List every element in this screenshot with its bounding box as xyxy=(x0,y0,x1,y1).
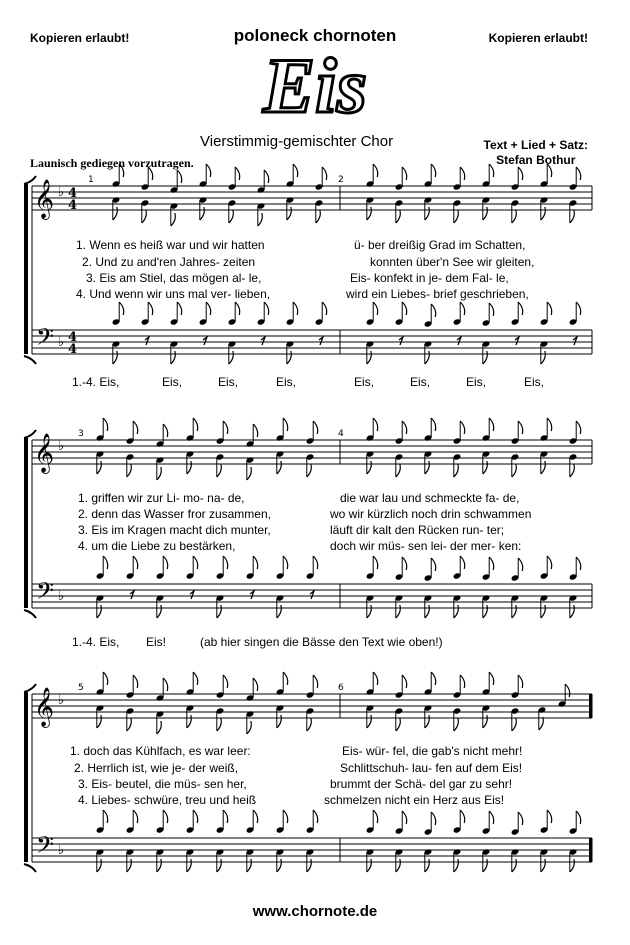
note-flag xyxy=(247,859,252,872)
tempo-marking: Launisch gediegen vorzutragen. xyxy=(30,156,194,170)
bass-instruction: (ab hier singen die Bässe den Text wie oben!) xyxy=(200,635,443,649)
note-flag xyxy=(547,418,552,431)
note-flag xyxy=(425,859,430,872)
note-flag xyxy=(547,302,552,315)
note-flag xyxy=(313,675,318,688)
lyric-verse-2a: 2. denn das Wasser fror zusammen, xyxy=(78,507,271,521)
note-flag xyxy=(483,605,488,618)
note-flag xyxy=(217,718,222,731)
note-flag xyxy=(367,461,372,474)
lyric-verse-4a: 4. Liebes- schwüre, treu und heiß xyxy=(78,793,257,807)
note-flag xyxy=(454,210,459,223)
note-flag xyxy=(133,810,138,823)
note-flag xyxy=(367,859,372,872)
note-flag xyxy=(229,210,234,223)
note-flag xyxy=(373,672,378,685)
lyric-verse-3a: 3. Eis im Kragen macht dich munter, xyxy=(78,523,271,537)
note-flag xyxy=(247,467,252,480)
note-flag xyxy=(460,675,465,688)
flat-key-signature-icon: ♭ xyxy=(58,589,65,604)
note-flag xyxy=(454,718,459,731)
note-flag xyxy=(483,207,488,220)
note-flag xyxy=(565,684,570,697)
bass-clef-icon: 𝄢 xyxy=(36,831,55,864)
bass-clef-icon: 𝄢 xyxy=(36,577,55,610)
note-flag xyxy=(277,715,282,728)
note-flag xyxy=(103,418,108,431)
note-flag xyxy=(483,859,488,872)
bass-lyric: Eis, xyxy=(354,375,375,389)
note-flag xyxy=(576,302,581,315)
note-flag xyxy=(460,302,465,315)
note-flag xyxy=(277,461,282,474)
bass-lyric: 1.-4. Eis, xyxy=(72,375,120,389)
lyric-verse-4b: doch wir müs- sen lei- der mer- ken: xyxy=(330,539,522,553)
note-flag xyxy=(223,421,228,434)
note-flag xyxy=(431,418,436,431)
eighth-rest-icon xyxy=(515,337,519,345)
lyric-verse-4a: 4. um die Liebe zu bestärken, xyxy=(78,539,236,553)
note-flag xyxy=(229,351,234,364)
bass-lyric: Eis, xyxy=(162,375,183,389)
lyric-verse-2b: wo wir kürzlich noch drin schwammen xyxy=(330,507,532,521)
note-flag xyxy=(402,167,407,180)
note-flag xyxy=(171,213,176,226)
note-flag xyxy=(512,718,517,731)
eighth-rest-icon xyxy=(203,337,207,345)
note-flag xyxy=(512,210,517,223)
final-barline xyxy=(589,694,592,718)
lyric-verse-3b: Eis- konfekt in je- dem Fal- le, xyxy=(350,271,509,285)
note-flag xyxy=(313,556,318,569)
note-flag xyxy=(103,810,108,823)
eighth-rest-icon xyxy=(319,337,323,345)
note-flag xyxy=(518,421,523,434)
note-flag xyxy=(206,164,211,177)
note-flag xyxy=(425,715,430,728)
system-bracket xyxy=(24,438,28,608)
note-flag xyxy=(193,556,198,569)
note-flag xyxy=(316,210,321,223)
note-flag xyxy=(97,461,102,474)
bass-clef-icon: 𝄢 xyxy=(36,323,55,356)
note-flag xyxy=(187,715,192,728)
note-flag xyxy=(483,351,488,364)
eighth-rest-icon xyxy=(130,591,134,599)
note-flag xyxy=(293,302,298,315)
eighth-rest-icon xyxy=(399,337,403,345)
note-flag xyxy=(425,351,430,364)
note-flag xyxy=(431,164,436,177)
note-flag xyxy=(512,859,517,872)
note-flag xyxy=(489,672,494,685)
note-flag xyxy=(402,302,407,315)
flat-key-signature-icon: ♭ xyxy=(58,335,65,350)
note-flag xyxy=(177,302,182,315)
note-flag xyxy=(396,859,401,872)
credits-label: Text + Lied + Satz: xyxy=(483,138,588,152)
note-flag xyxy=(283,810,288,823)
note-flag xyxy=(547,810,552,823)
time-signature: 4 xyxy=(68,198,78,213)
lyric-verse-4b: wird ein Liebes- brief geschrieben, xyxy=(346,287,529,301)
note-flag xyxy=(253,424,258,437)
note-flag xyxy=(157,467,162,480)
note-flag xyxy=(373,418,378,431)
bass-lyric: Eis, xyxy=(410,375,431,389)
copy-notice-right: Kopieren erlaubt! xyxy=(488,31,588,45)
note-flag xyxy=(541,207,546,220)
flat-key-signature-icon: ♭ xyxy=(58,439,65,454)
flat-key-signature-icon: ♭ xyxy=(58,843,65,858)
note-flag xyxy=(113,207,118,220)
time-signature: 4 xyxy=(68,342,78,357)
note-flag xyxy=(489,164,494,177)
note-flag xyxy=(367,605,372,618)
note-flag xyxy=(307,859,312,872)
note-flag xyxy=(133,421,138,434)
note-flag xyxy=(223,810,228,823)
note-flag xyxy=(425,461,430,474)
note-flag xyxy=(367,351,372,364)
measure-number: 2 xyxy=(338,175,344,185)
note-flag xyxy=(539,717,544,730)
note-flag xyxy=(454,464,459,477)
eighth-rest-icon xyxy=(250,591,254,599)
note-flag xyxy=(163,678,168,691)
note-flag xyxy=(97,859,102,872)
note-flag xyxy=(193,810,198,823)
bass-lyric: Eis, xyxy=(276,375,297,389)
note-flag xyxy=(431,558,436,571)
note-flag xyxy=(171,351,176,364)
note-flag xyxy=(373,302,378,315)
note-flag xyxy=(253,556,258,569)
note-flag xyxy=(570,464,575,477)
note-flag xyxy=(277,605,282,618)
note-flag xyxy=(425,605,430,618)
note-flag xyxy=(576,421,581,434)
note-flag xyxy=(460,167,465,180)
note-flag xyxy=(483,461,488,474)
final-barline xyxy=(589,838,592,862)
note-flag xyxy=(217,464,222,477)
subtitle: Vierstimmig-gemischter Chor xyxy=(200,133,394,150)
note-flag xyxy=(187,859,192,872)
note-flag xyxy=(193,672,198,685)
note-flag xyxy=(431,304,436,317)
lyric-verse-1a: 1. griffen wir zur Li- mo- na- de, xyxy=(78,491,245,505)
note-flag xyxy=(217,605,222,618)
note-flag xyxy=(177,170,182,183)
bass-lyric: Eis, xyxy=(524,375,545,389)
note-flag xyxy=(163,424,168,437)
note-flag xyxy=(541,461,546,474)
note-flag xyxy=(547,164,552,177)
note-flag xyxy=(373,810,378,823)
note-flag xyxy=(367,207,372,220)
bass-lyric: 1.-4. Eis, xyxy=(72,635,120,649)
note-flag xyxy=(518,675,523,688)
note-flag xyxy=(489,557,494,570)
note-flag xyxy=(235,167,240,180)
note-flag xyxy=(142,210,147,223)
treble-clef-icon: 𝄞 xyxy=(34,687,55,727)
note-flag xyxy=(518,812,523,825)
note-flag xyxy=(373,556,378,569)
note-flag xyxy=(570,210,575,223)
note-flag xyxy=(163,810,168,823)
note-flag xyxy=(127,859,132,872)
note-flag xyxy=(217,859,222,872)
note-flag xyxy=(287,351,292,364)
lyric-verse-1b: ü- ber dreißig Grad im Schatten, xyxy=(354,238,526,252)
note-flag xyxy=(518,558,523,571)
eighth-rest-icon xyxy=(261,337,265,345)
bass-lyric: Eis, xyxy=(218,375,239,389)
note-flag xyxy=(307,718,312,731)
note-flag xyxy=(396,605,401,618)
lyric-verse-1b: Eis- wür- fel, die gab's nicht mehr! xyxy=(342,744,523,758)
note-flag xyxy=(489,303,494,316)
treble-clef-icon: 𝄞 xyxy=(34,179,55,219)
note-flag xyxy=(402,557,407,570)
note-flag xyxy=(518,302,523,315)
note-flag xyxy=(97,715,102,728)
credits-author: Stefan Bothur xyxy=(496,153,576,167)
note-flag xyxy=(570,605,575,618)
note-flag xyxy=(258,213,263,226)
note-flag xyxy=(127,718,132,731)
lyric-verse-4b: schmelzen nicht ein Herz aus Eis! xyxy=(324,793,505,807)
note-flag xyxy=(97,605,102,618)
eighth-rest-icon xyxy=(457,337,461,345)
note-flag xyxy=(157,859,162,872)
bracket-hook xyxy=(24,864,36,872)
note-flag xyxy=(489,418,494,431)
note-flag xyxy=(425,207,430,220)
note-flag xyxy=(133,675,138,688)
note-flag xyxy=(576,557,581,570)
note-flag xyxy=(483,715,488,728)
note-flag xyxy=(157,605,162,618)
note-flag xyxy=(367,715,372,728)
bracket-hook xyxy=(24,356,36,364)
bracket-hook xyxy=(24,610,36,618)
measure-number: 5 xyxy=(78,683,84,693)
note-flag xyxy=(396,464,401,477)
note-flag xyxy=(283,672,288,685)
lyric-verse-4a: 4. Und wenn wir uns mal ver- lieben, xyxy=(76,287,271,301)
note-flag xyxy=(396,210,401,223)
footer-url[interactable]: www.chornote.de xyxy=(252,903,378,920)
lyric-verse-3b: läuft dir kalt den Rücken run- ter; xyxy=(330,523,505,537)
note-flag xyxy=(454,605,459,618)
note-flag xyxy=(402,675,407,688)
note-flag xyxy=(576,167,581,180)
time-signature: 4 xyxy=(68,330,78,345)
treble-clef-icon: 𝄞 xyxy=(34,433,55,473)
note-flag xyxy=(119,164,124,177)
note-flag xyxy=(163,556,168,569)
lyric-verse-3a: 3. Eis- beutel, die müs- sen her, xyxy=(78,777,247,791)
note-flag xyxy=(460,810,465,823)
measure-number: 3 xyxy=(78,429,84,439)
note-flag xyxy=(119,302,124,315)
note-flag xyxy=(541,859,546,872)
lyric-verse-2a: 2. Herrlich ist, wie je- der weiß, xyxy=(74,761,239,775)
system-bracket xyxy=(24,692,28,862)
lyric-verse-1a: 1. Wenn es heiß war und wir hatten xyxy=(76,238,265,252)
note-flag xyxy=(283,556,288,569)
note-flag xyxy=(402,811,407,824)
lyric-verse-2a: 2. Und zu and'ren Jahres- zeiten xyxy=(82,255,256,269)
note-flag xyxy=(148,167,153,180)
note-flag xyxy=(206,302,211,315)
note-flag xyxy=(247,721,252,734)
note-flag xyxy=(541,351,546,364)
note-flag xyxy=(576,811,581,824)
note-flag xyxy=(148,302,153,315)
flat-key-signature-icon: ♭ xyxy=(58,693,65,708)
note-flag xyxy=(235,302,240,315)
lyric-verse-3b: brummt der Schä- del gar zu sehr! xyxy=(330,777,513,791)
note-flag xyxy=(307,464,312,477)
measure-number: 6 xyxy=(338,683,344,693)
system-bracket xyxy=(24,184,28,354)
note-flag xyxy=(264,170,269,183)
note-flag xyxy=(454,859,459,872)
note-flag xyxy=(396,718,401,731)
note-flag xyxy=(518,167,523,180)
note-flag xyxy=(313,421,318,434)
flat-key-signature-icon: ♭ xyxy=(58,185,65,200)
note-flag xyxy=(431,812,436,825)
note-flag xyxy=(103,556,108,569)
note-flag xyxy=(460,556,465,569)
note-flag xyxy=(489,811,494,824)
note-flag xyxy=(322,302,327,315)
note-flag xyxy=(402,421,407,434)
note-flag xyxy=(512,464,517,477)
note-flag xyxy=(541,605,546,618)
song-title: Eis xyxy=(262,50,368,125)
note-flag xyxy=(277,859,282,872)
lyric-verse-3a: 3. Eis am Stiel, das mögen al- le, xyxy=(86,271,262,285)
note-flag xyxy=(113,351,118,364)
note-flag xyxy=(313,810,318,823)
note-flag xyxy=(223,556,228,569)
note-flag xyxy=(373,164,378,177)
note-flag xyxy=(253,678,258,691)
eighth-rest-icon xyxy=(190,591,194,599)
note-flag xyxy=(431,672,436,685)
note-flag xyxy=(200,207,205,220)
note-flag xyxy=(193,418,198,431)
lyric-verse-2b: Schlittschuh- lau- fen auf dem Eis! xyxy=(340,761,523,775)
note-flag xyxy=(264,302,269,315)
lyric-verse-1a: 1. doch das Kühlfach, es war leer: xyxy=(70,744,251,758)
note-flag xyxy=(133,556,138,569)
copy-notice-left: Kopieren erlaubt! xyxy=(30,31,130,45)
note-flag xyxy=(283,418,288,431)
note-flag xyxy=(157,721,162,734)
lyric-verse-2b: konnten über'n See wir gleiten, xyxy=(370,255,535,269)
lyric-verse-1b: die war lau und schmeckte fa- de, xyxy=(340,491,520,505)
note-flag xyxy=(103,672,108,685)
measure-number: 1 xyxy=(88,175,94,185)
note-flag xyxy=(287,207,292,220)
bass-lyric: Eis, xyxy=(466,375,487,389)
note-flag xyxy=(322,167,327,180)
eighth-rest-icon xyxy=(145,337,149,345)
brand-name: poloneck chornoten xyxy=(233,26,397,45)
time-signature: 4 xyxy=(68,186,78,201)
measure-number: 4 xyxy=(338,429,344,439)
note-flag xyxy=(570,859,575,872)
eighth-rest-icon xyxy=(573,337,577,345)
note-flag xyxy=(253,810,258,823)
note-flag xyxy=(547,556,552,569)
note-flag xyxy=(512,605,517,618)
bass-lyric: Eis! xyxy=(146,635,167,649)
note-flag xyxy=(187,461,192,474)
note-flag xyxy=(223,675,228,688)
note-flag xyxy=(293,164,298,177)
eighth-rest-icon xyxy=(310,591,314,599)
note-flag xyxy=(127,464,132,477)
note-flag xyxy=(460,421,465,434)
